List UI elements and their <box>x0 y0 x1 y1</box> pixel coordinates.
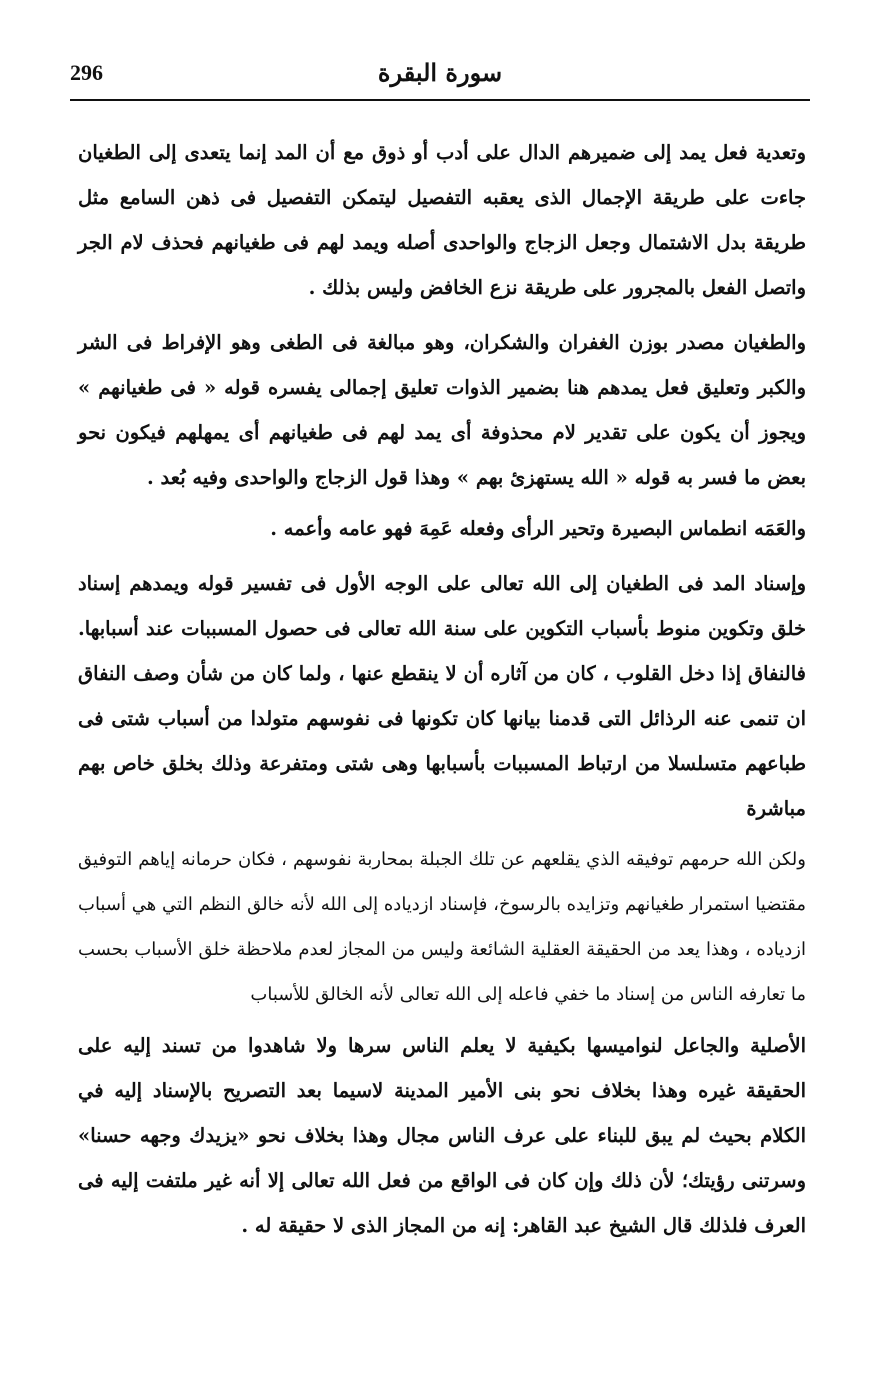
paragraph-lakin: ولكن الله حرمهم توفيقه الذي يقلعهم عن تلك الجبلة بمحاربة نفوسهم ، فكان حرمانه إياهم التوفيق مقتضيا استمرار طغيانهم وتزايده بالرسوخ، فإسناد ازدياده إلى الله لأنه خالق النظم التي هي أسباب ازدياده ، وهذا يعد من الحقيقة العقلية الشائعة وليس من المجاز لعدم ملاحظة خلق الأسباب بحسب ما تعارفه الناس من إسناد ما خفي فاعله إلى الله تعالى لأنه الخالق للأسباب <box>78 849 806 1005</box>
paragraph-tughyan: والطغيان مصدر بوزن الغفران والشكران، وهو مبالغة فى الطغى وهو الإفراط فى الشر والكبر وتعليق فعل يمدهم هنا بضمير الذوات تعليق إجمالى يفسره قوله « فى طغيانهم » ويجوز أن يكون على تقدير لام محذوفة أى يمد لهم فى طغيانهم أى يمهلهم فيكون نحو بعض ما فسر به قوله « الله يستهزئ بهم » وهذا قول الزجاج والواحدى وفيه بُعد . <box>78 331 806 489</box>
surah-title: سورة البقرة <box>377 58 503 87</box>
page-header <box>70 52 810 96</box>
paragraph-tadiya: وتعدية فعل يمد إلى ضميرهم الدال على أدب أو ذوق مع أن المد إنما يتعدى إلى الطغيان جاءت على طريقة الإجمال الذى يعقبه التفصيل ليتمكن التفصيل فى ذهن السامع مثل طريقة بدل الاشتمال وجعل الزجاج والواحدى أصله ويمد لهم فى طغيانهم فحذف لام الجر واتصل الفعل بالمجرور على طريقة نزع الخافض وليس بذلك . <box>78 141 806 299</box>
header-divider <box>70 99 810 101</box>
paragraph-isnad: وإسناد المد فى الطغيان إلى الله تعالى على الوجه الأول فى تفسير قوله ويمدهم إسناد خلق وتكوين منوط بأسباب التكوين على سنة الله تعالى فى حصول المسببات عند أسبابها. فالنفاق إذا دخل القلوب ، كان من آثاره أن لا ينقطع عنها ، ولما كان من شأن وصف النفاق ان تنمى عنه الرذائل التى قدمنا بيانها كان تكونها فى نفوسهم متولدا من أسباب شتى فى طباعهم متسلسلا من ارتباط المسببات بأسبابها وهى شتى ومتفرعة وذلك بخلق خاص بهم مباشرة <box>78 572 806 820</box>
paragraph-asliya: الأصلية والجاعل لنواميسها بكيفية لا يعلم الناس سرها ولا شاهدوا من تسند إليه على الحقيقة غيره وهذا بخلاف نحو بنى الأمير المدينة لاسيما بعد التصريح بالإسناد إليه في الكلام بحيث لم يبق للبناء على عرف الناس مجال وهذا بخلاف نحو «يزيدك وجهه حسنا» وسرتنى رؤيتك؛ لأن ذلك وإن كان فى الواقع من فعل الله تعالى إلا أنه غير ملتفت إليه فى العرف فلذلك قال الشيخ عبد القاهر: إنه من المجاز الذى لا حقيقة له . <box>78 1034 806 1237</box>
page-number: 296 <box>70 60 103 85</box>
body-text <box>78 130 806 1254</box>
paragraph-amah: والعَمَه انطماس البصيرة وتحير الرأى وفعله عَمِهَ فهو عامه وأعمه . <box>270 517 806 540</box>
